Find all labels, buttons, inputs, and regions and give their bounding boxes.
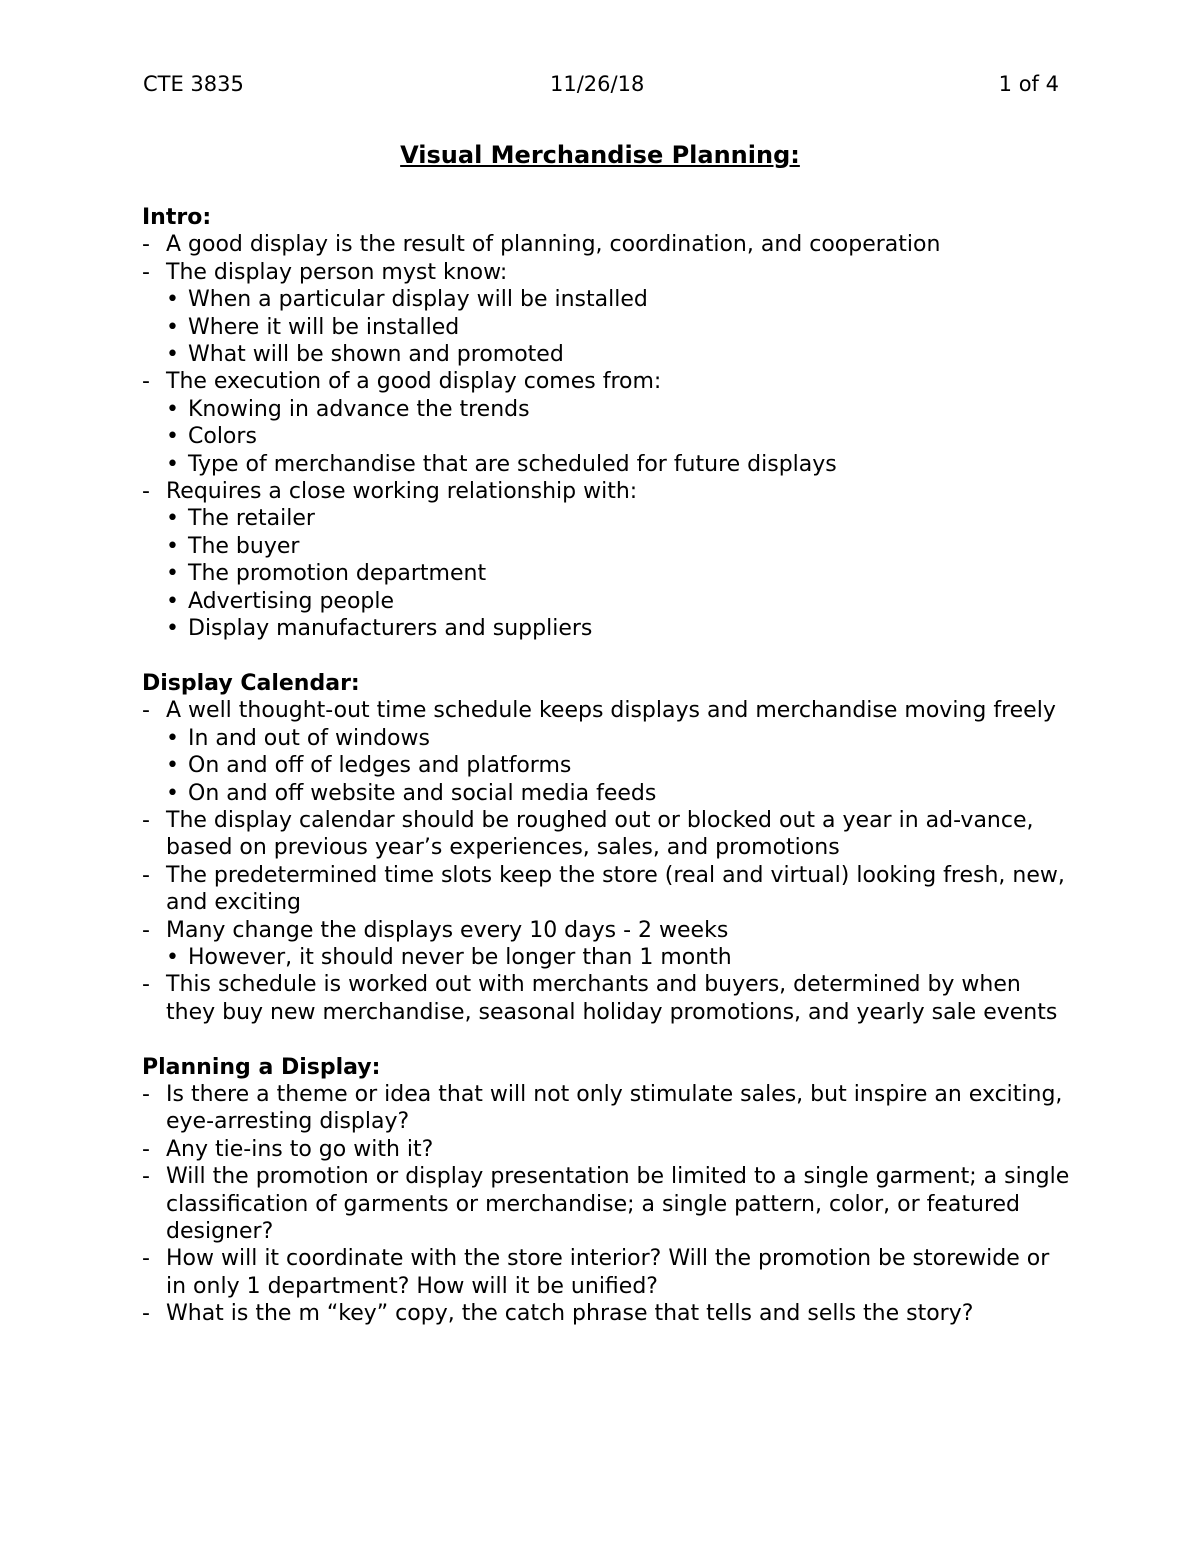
sub-list-item: • The promotion department: [166, 561, 487, 587]
dash-marker: -: [142, 698, 150, 724]
bullet-marker: •: [166, 616, 179, 642]
document-body: [142, 204, 1072, 1328]
list-item: - Many change the displays every 10 days - 2 weeks: [142, 917, 729, 943]
list-item: - The display calendar should be roughed out or blocked out a year in ad-vance, based on previous year’s experiences, sales, and promotions: [142, 807, 1034, 861]
dash-marker: -: [142, 1301, 150, 1327]
page-number: 1 of 4: [998, 72, 1059, 96]
bullet-marker: •: [166, 396, 179, 422]
sub-list-item: • Knowing in advance the trends: [166, 396, 530, 422]
sub-list-item: • Display manufacturers and suppliers: [166, 616, 593, 642]
bullet-marker: •: [166, 588, 179, 614]
list-item: - The predetermined time slots keep the store (real and virtual) looking fresh, new, and exciting: [142, 862, 1065, 916]
list-item: - What is the m “key” copy, the catch phrase that tells and sells the story?: [142, 1301, 974, 1327]
sub-list-item: • When a particular display will be installed: [166, 287, 648, 313]
bullet-marker: •: [166, 753, 179, 779]
dash-marker: -: [142, 259, 150, 285]
dash-marker: -: [142, 1136, 150, 1162]
section-spacer: [142, 1026, 1072, 1053]
bullet-marker: •: [166, 451, 179, 477]
sub-list-item: • Where it will be installed: [166, 314, 460, 340]
sub-list-item: • In and out of windows: [166, 725, 430, 751]
bullet-marker: •: [166, 780, 179, 806]
list-item: - The display person myst know:: [142, 259, 508, 285]
dash-marker: -: [142, 972, 150, 998]
sub-list-item: • Advertising people: [166, 588, 395, 614]
section-heading-calendar: Display Calendar:: [142, 670, 360, 696]
sub-list-item: • The retailer: [166, 506, 315, 532]
list-item: - The execution of a good display comes from:: [142, 369, 662, 395]
dash-marker: -: [142, 369, 150, 395]
list-item: - Any tie-ins to go with it?: [142, 1136, 434, 1162]
bullet-marker: •: [166, 725, 179, 751]
list-item: - Requires a close working relationship with:: [142, 479, 638, 505]
dash-marker: -: [142, 807, 150, 833]
bullet-marker: •: [166, 424, 179, 450]
bullet-marker: •: [166, 533, 179, 559]
sub-list-item: • Type of merchandise that are scheduled for future displays: [166, 451, 837, 477]
bullet-marker: •: [166, 506, 179, 532]
dash-marker: -: [142, 917, 150, 943]
bullet-marker: •: [166, 944, 179, 970]
header-date: 11/26/18: [550, 72, 645, 96]
list-item: - A well thought-out time schedule keeps displays and merchandise moving freely: [142, 698, 1056, 724]
section-spacer: [142, 643, 1072, 670]
list-item: - Will the promotion or display presentation be limited to a single garment; a single classification of garments or merchandise; a single pattern, color, or featured designer?: [142, 1164, 1070, 1244]
sub-list-item: • What will be shown and promoted: [166, 342, 564, 368]
dash-marker: -: [142, 862, 150, 888]
section-heading-intro: Intro:: [142, 205, 212, 230]
bullet-marker: •: [166, 561, 179, 587]
sub-list-item: • The buyer: [166, 533, 300, 559]
dash-marker: -: [142, 1081, 150, 1107]
bullet-marker: •: [166, 287, 179, 313]
dash-marker: -: [142, 1164, 150, 1190]
list-item: - A good display is the result of planning, coordination, and cooperation: [142, 232, 941, 258]
section-heading-planning: Planning a Display:: [142, 1054, 381, 1080]
sub-list-item: • However, it should never be longer than 1 month: [166, 944, 732, 970]
list-item: - How will it coordinate with the store interior? Will the promotion be storewide or in only 1 department? How will it be unified?: [142, 1246, 1050, 1299]
course-code: CTE 3835: [143, 72, 244, 96]
dash-marker: -: [142, 232, 150, 258]
sub-list-item: • Colors: [166, 424, 257, 450]
bullet-marker: •: [166, 314, 179, 340]
document-title: Visual Merchandise Planning:: [400, 141, 800, 169]
dash-marker: -: [142, 1246, 150, 1272]
bullet-marker: •: [166, 342, 179, 368]
sub-list-item: • On and off website and social media feeds: [166, 780, 657, 806]
page-header: [143, 72, 1059, 102]
sub-list-item: • On and off of ledges and platforms: [166, 753, 572, 779]
list-item: - Is there a theme or idea that will not only stimulate sales, but inspire an exciting, eye-arresting display?: [142, 1081, 1063, 1135]
list-item: - This schedule is worked out with merchants and buyers, determined by when they buy new merchandise, seasonal holiday promotions, and yearly sale events: [142, 972, 1058, 1025]
dash-marker: -: [142, 479, 150, 505]
